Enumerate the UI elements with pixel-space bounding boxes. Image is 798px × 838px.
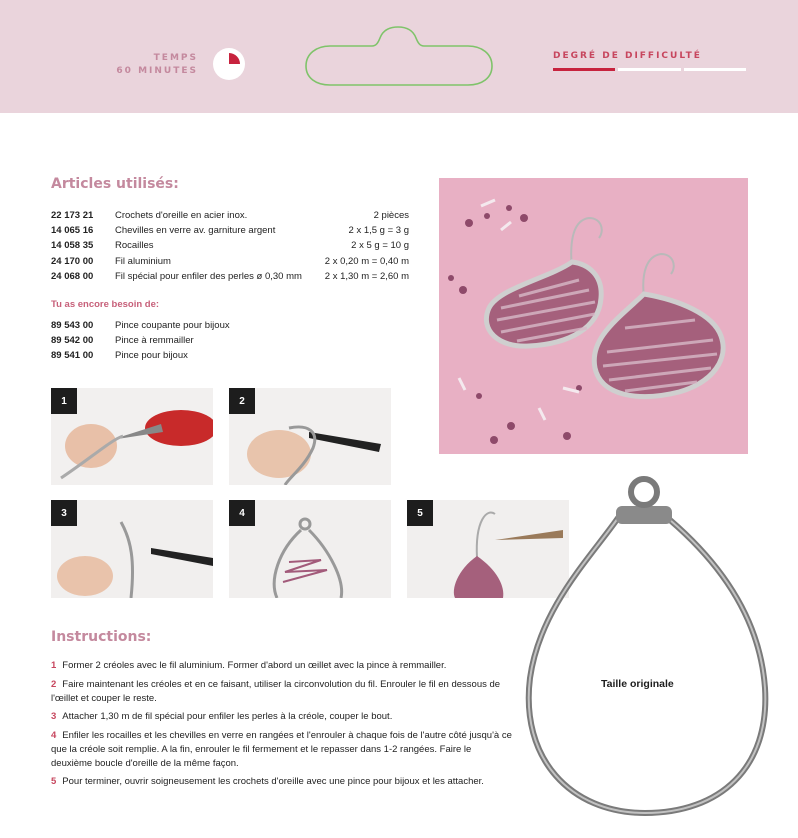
instructions-list [51,659,513,794]
tool-code: 89 543 00 [51,320,94,332]
instruction-number: 5 [51,776,57,787]
instruction-item [51,775,513,789]
material-desc: Crochets d'oreille en acier inox. [115,210,248,222]
step-number: 3 [51,500,77,526]
tool-code: 89 541 00 [51,350,94,362]
step-number: 4 [229,500,255,526]
instruction-text: Faire maintenant les créoles et en ce faisant, utiliser la circonvolution du fil. Enrouler le fil en dessous de l'œillet et couper le reste. [51,678,501,704]
tool-desc: Pince à remmailler [115,335,194,347]
tool-desc: Pince coupante pour bijoux [115,320,230,332]
material-qty: 2 pièces [373,210,409,222]
step-number: 5 [407,500,433,526]
difficulty-bar [684,68,746,71]
instruction-text: Enfiler les rocailles et les chevilles en verre en rangées et l'enrouler à chaque fois de l'autre côté jusqu'à ce que la créole soit remplie. A la fin, enrouler le fil fermement et le repasser dans 1-2 rangées. Faire le deuxième boucle d'oreille de la même façon. [51,729,512,769]
tool-row [51,318,311,333]
materials-table [51,208,409,284]
instruction-number: 1 [51,660,57,671]
material-row [51,238,409,253]
step-photo-1 [51,388,213,485]
instruction-number: 3 [51,711,57,722]
instruction-item [51,659,513,673]
material-code: 14 058 35 [51,240,94,252]
instruction-number: 4 [51,729,57,741]
material-row [51,254,409,269]
material-row [51,208,409,223]
tool-code: 89 542 00 [51,335,94,347]
time-label [116,52,198,78]
material-qty: 2 x 1,5 g = 3 g [348,225,409,237]
material-qty: 2 x 5 g = 10 g [351,240,409,252]
material-desc: Fil aluminium [115,255,171,267]
material-code: 24 068 00 [51,270,94,282]
material-desc: Fil spécial pour enfiler des perles ø 0,30 mm [115,270,302,282]
header-badge-outline [300,24,496,88]
instruction-text: Pour terminer, ouvrir soigneusement les crochets d'oreille avec une pince pour bijoux et les attacher. [62,776,484,787]
material-qty: 2 x 1,30 m = 2,60 m [324,270,409,282]
step-photo-4 [229,500,391,598]
earrings-illustration [439,178,748,454]
step-photo-2 [229,388,391,485]
step-number: 2 [229,388,255,414]
instruction-text: Attacher 1,30 m de fil spécial pour enfiler les perles à la créole, couper le bout. [62,711,393,722]
difficulty-bar [553,68,615,71]
tools-table [51,318,311,364]
step-number: 1 [51,388,77,414]
material-desc: Rocailles [115,240,154,252]
material-code: 14 065 16 [51,225,94,237]
instructions-title: Instructions: [51,629,152,645]
material-qty: 2 x 0,20 m = 0,40 m [324,255,409,267]
instruction-number: 2 [51,678,57,690]
difficulty-bar [618,68,680,71]
step-photo-3 [51,500,213,598]
finished-earrings-photo [439,178,748,454]
time-value: 60 MINUTES [116,66,198,76]
tools-title: Tu as encore besoin de: [51,299,160,310]
instruction-item [51,678,513,706]
instruction-item [51,729,513,771]
time-title: TEMPS [153,53,198,63]
tool-row [51,348,311,363]
material-desc: Chevilles en verre av. garniture argent [115,225,276,237]
materials-title: Articles utilisés: [51,176,179,192]
material-row [51,269,409,284]
timer-icon [213,48,245,80]
tool-desc: Pince pour bijoux [115,350,188,362]
original-size-label: Taille originale [601,678,674,690]
difficulty-meter [553,68,746,71]
material-code: 22 173 21 [51,210,94,222]
instruction-text: Former 2 créoles avec le fil aluminium. Former d'abord un œillet avec la pince à remmailler. [62,660,447,671]
tool-row [51,333,311,348]
material-row [51,223,409,238]
difficulty-label: DEGRÉ DE DIFFICULTÉ [553,51,702,61]
hoop-template-illustration [520,468,798,838]
material-code: 24 170 00 [51,255,94,267]
instruction-item [51,710,513,724]
